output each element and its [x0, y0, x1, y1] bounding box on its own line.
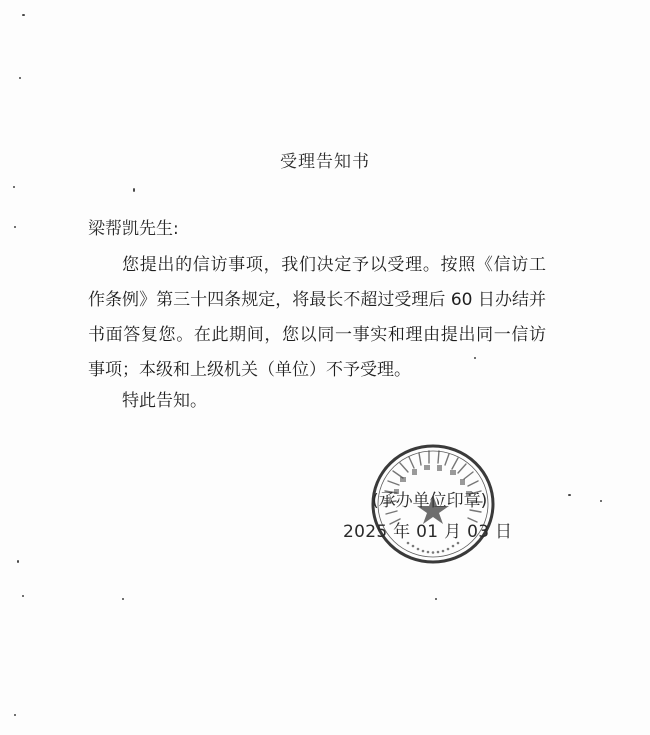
closing-line: 特此告知。	[122, 391, 207, 411]
issue-date: 2025 年 01 月 03 日	[343, 522, 513, 542]
scan-speck	[13, 186, 15, 188]
scan-speck	[17, 560, 19, 563]
body-paragraph: 您提出的信访事项，我们决定予以受理。按照《信访工作条例》第三十四条规定，将最长不超过受理后 60 日办结并书面答复您。在此期间，您以同一事实和理由提出同一信访事项；本级和上级机关（单位）不予受理。	[88, 255, 546, 380]
scan-speck	[133, 188, 135, 192]
scan-speck	[568, 494, 571, 496]
scan-speck	[19, 77, 21, 79]
salutation: 梁帮凯先生:	[88, 219, 179, 239]
scan-speck	[122, 598, 124, 600]
document-title: 受理告知书	[280, 152, 370, 172]
issuer-seal-label: (承办单位印章)	[372, 491, 488, 511]
scan-speck	[22, 14, 25, 16]
scan-speck	[600, 500, 602, 502]
scan-speck	[435, 598, 437, 600]
scan-speck	[22, 595, 24, 597]
scan-speck	[14, 714, 16, 716]
scan-speck	[14, 226, 16, 228]
